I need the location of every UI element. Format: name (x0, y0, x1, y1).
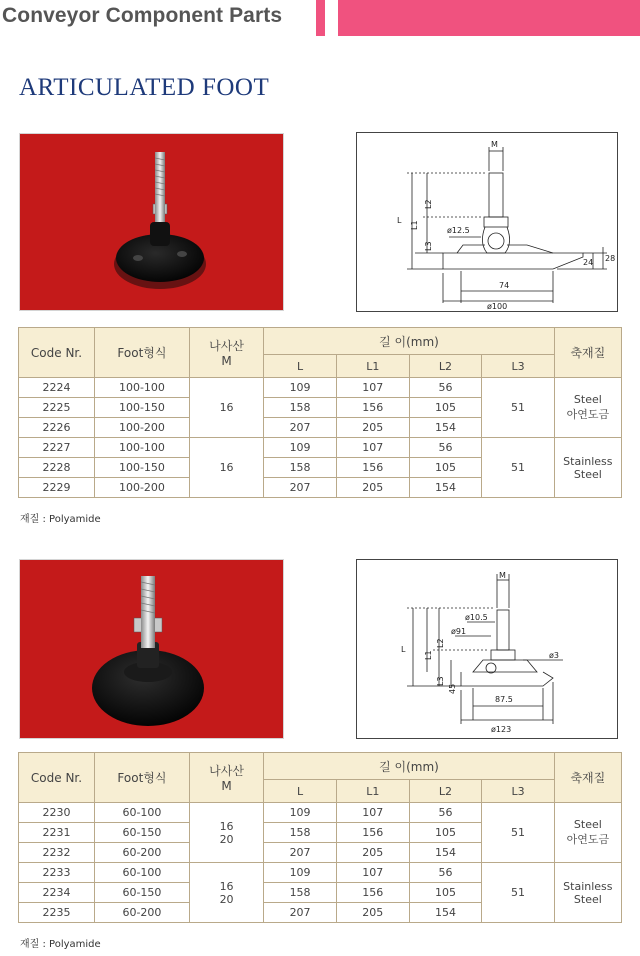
header-l3: L3 (482, 780, 554, 803)
drawing2-label-l3: L3 (436, 676, 445, 686)
header-thread: 나사산 M (189, 328, 263, 378)
table-row: 2233 60-100 16 20 109 107 56 51 Stainless Steel (19, 863, 622, 883)
header-material: 축재질 (554, 753, 621, 803)
drawing1-label-28: 28 (605, 254, 616, 263)
header-accent-bar-small (316, 0, 325, 36)
drawing2-label-l2: L2 (436, 638, 445, 648)
header-l2: L2 (409, 355, 482, 378)
table-row: 2226 100-200 207 205 154 (19, 418, 622, 438)
header-l: L (264, 355, 337, 378)
table-row: 2225 100-150 158 156 105 (19, 398, 622, 418)
table-row: 2231 60-150 158 156 105 (19, 823, 622, 843)
technical-drawing-2 (356, 559, 618, 739)
header-l1: L1 (336, 780, 409, 803)
drawing1-label-l3: L3 (424, 241, 433, 251)
table-row: 2230 60-100 16 20 109 107 56 51 Steel 아연도금 (19, 803, 622, 823)
header-foot: Foot형식 (94, 753, 189, 803)
drawing2-label-l: L (401, 645, 406, 654)
header-l1: L1 (336, 355, 409, 378)
table-row: 2228 100-150 158 156 105 (19, 458, 622, 478)
header-length: 길 이(mm) (264, 753, 555, 780)
header-l2: L2 (409, 780, 482, 803)
table-row: 2229 100-200 207 205 154 (19, 478, 622, 498)
page-header-title: Conveyor Component Parts (2, 4, 283, 27)
material-note-1: 재질 : Polyamide (20, 514, 101, 525)
technical-drawing-1 (356, 132, 618, 312)
header-accent-bar (338, 0, 640, 36)
drawing2-label-m: M (499, 571, 506, 580)
spec-table-2 (18, 752, 622, 923)
header-code: Code Nr. (19, 753, 95, 803)
drawing2-label-d123: ø123 (491, 725, 512, 734)
drawing1-label-l: L (397, 216, 402, 225)
header-l3: L3 (482, 355, 554, 378)
header-thread: 나사산 M (189, 753, 263, 803)
table-row: 2227 100-100 16 109 107 56 51 Stainless Steel (19, 438, 622, 458)
drawing2-label-45: 45 (448, 683, 457, 694)
drawing2-label-87: 87.5 (495, 695, 513, 704)
drawing1-label-m: M (491, 140, 498, 149)
table-row: 2235 60-200 207 205 154 (19, 903, 622, 923)
drawing2-label-d91: ø91 (451, 627, 467, 636)
drawing1-label-24: 24 (583, 258, 594, 267)
drawing1-label-l1: L1 (410, 220, 419, 230)
product-photo-1 (19, 133, 284, 311)
header-material: 축재질 (554, 328, 621, 378)
drawing1-label-74: 74 (499, 281, 510, 290)
drawing1-label-d100: ø100 (487, 302, 508, 311)
drawing2-label-hole: ø10.5 (465, 613, 488, 622)
drawing1-label-l2: L2 (424, 199, 433, 209)
material-note-2: 재질 : Polyamide (20, 939, 101, 950)
table-row: 2232 60-200 207 205 154 (19, 843, 622, 863)
header-length: 길 이(mm) (264, 328, 555, 355)
drawing2-label-l1: L1 (424, 650, 433, 660)
spec-table-1 (18, 327, 622, 498)
drawing1-label-hole: ø12.5 (447, 226, 470, 235)
drawing2-label-d3: ø3 (549, 651, 559, 660)
product-photo-2 (19, 559, 284, 739)
header-foot: Foot형식 (94, 328, 189, 378)
table-row: 2234 60-150 158 156 105 (19, 883, 622, 903)
header-code: Code Nr. (19, 328, 95, 378)
table-row: 2224 100-100 16 109 107 56 51 Steel 아연도금 (19, 378, 622, 398)
header-l: L (264, 780, 337, 803)
section-title: ARTICULATED FOOT (19, 74, 270, 101)
